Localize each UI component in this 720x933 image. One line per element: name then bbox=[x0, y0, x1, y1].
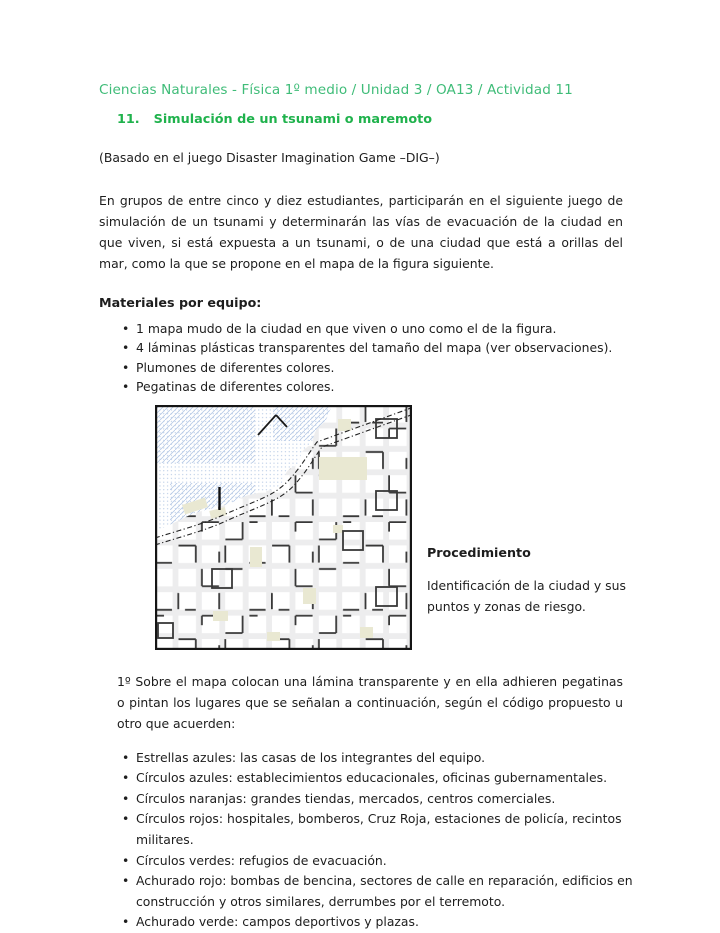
list-item-text: Plumones de diferentes colores. bbox=[136, 359, 335, 375]
intro-paragraph: En grupos de entre cinco y diez estudiantes, participarán en el siguiente juego de simulación de un tsunami y determinarán las vías de evacuación de la ciudad en que viven, si está expuesta a un tsunami, o de una ciudad que está a orillas del mar, como la que se propone en el mapa de la figura siguiente. bbox=[99, 193, 623, 271]
codes-list bbox=[99, 748, 640, 933]
list-item bbox=[136, 871, 636, 912]
list-item-text: Pegatinas de diferentes colores. bbox=[136, 379, 335, 395]
procedure-heading: Procedimiento bbox=[427, 544, 531, 560]
city-map-image bbox=[155, 405, 412, 650]
list-item-text: Círculos naranjas: grandes tiendas, mercados, centros comerciales. bbox=[136, 790, 556, 806]
list-item-text: Estrellas azules: las casas de los integrantes del equipo. bbox=[136, 749, 486, 765]
list-item bbox=[136, 377, 636, 396]
city-map-figure bbox=[155, 405, 412, 650]
list-item bbox=[136, 358, 636, 377]
activity-number: 11. bbox=[117, 112, 140, 127]
materials-heading: Materiales por equipo: bbox=[99, 295, 262, 310]
list-item bbox=[136, 789, 636, 810]
list-item-text: Círculos verdes: refugios de evacuación. bbox=[136, 852, 387, 868]
list-item bbox=[136, 912, 636, 933]
procedure-description: Identificación de la ciudad y sus puntos y zonas de riesgo. bbox=[427, 577, 626, 614]
materials-list bbox=[99, 319, 640, 397]
list-item bbox=[136, 748, 636, 769]
procedure-block bbox=[427, 545, 639, 650]
based-on-note: (Basado en el juego Disaster Imagination Game –DIG–) bbox=[99, 150, 440, 165]
list-item-text: 4 láminas plásticas transparentes del tamaño del mapa (ver observaciones). bbox=[136, 340, 613, 356]
list-item-text: Círculos azules: establecimientos educacionales, oficinas gubernamentales. bbox=[136, 770, 608, 786]
list-item bbox=[136, 768, 636, 789]
list-item-text: 1 mapa mudo de la ciudad en que viven o uno como el de la figura. bbox=[136, 321, 557, 336]
list-item bbox=[136, 809, 636, 850]
activity-heading bbox=[99, 112, 640, 127]
page-title: Ciencias Naturales - Física 1º medio / Unidad 3 / OA13 / Actividad 11 bbox=[99, 82, 573, 98]
list-item-text: Achurado rojo: bombas de bencina, sectores de calle en reparación, edificios en construcción y otros similares, derrumbes por el terremoto. bbox=[136, 873, 633, 909]
list-item bbox=[136, 851, 636, 872]
activity-title: Simulación de un tsunami o maremoto bbox=[153, 112, 433, 127]
step-1-paragraph: 1º Sobre el mapa colocan una lámina transparente y en ella adhieren pegatinas o pintan los lugares que se señalan a continuación, según el código propuesto u otro que acuerden: bbox=[117, 673, 623, 731]
list-item bbox=[136, 319, 636, 338]
list-item-text: Achurado verde: campos deportivos y plazas. bbox=[136, 914, 419, 930]
figure-row bbox=[155, 405, 640, 650]
list-item-text: Círculos rojos: hospitales, bomberos, Cruz Roja, estaciones de policía, recintos militares. bbox=[136, 811, 622, 847]
list-item bbox=[136, 338, 636, 357]
